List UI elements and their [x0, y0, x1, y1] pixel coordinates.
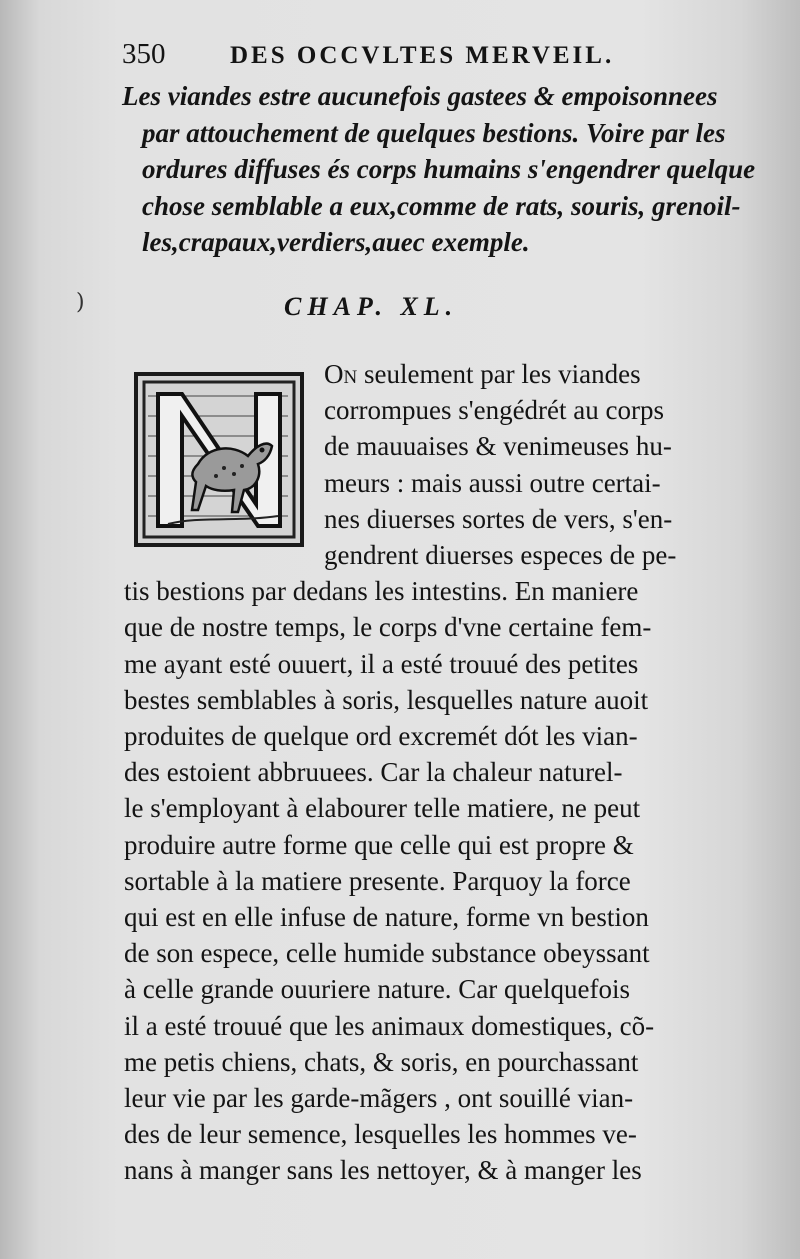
- text-line: que de nostre temps, le corps d'vne certaine fem-: [124, 612, 652, 643]
- text-line: nes diuerses sortes de vers, s'en-: [324, 503, 673, 534]
- summary-line: chose semblable a eux,comme de rats, souris, grenoil-: [142, 190, 741, 221]
- lead-word: On: [324, 359, 358, 389]
- chapter-body: [124, 356, 744, 1189]
- running-title: DES OCCVLTES MERVEIL.: [230, 42, 615, 69]
- text-line: bestes semblables à soris, lesquelles nature auoit: [124, 684, 649, 715]
- text-line: produites de quelque ord excremét dót les vian-: [124, 721, 638, 752]
- summary-line: Les viandes estre aucunefois gastees & empoisonnees: [122, 81, 718, 111]
- summary-line: les,crapaux,verdiers,auec exemple.: [142, 227, 530, 257]
- text-line: de mauuaises & venimeuses hu-: [324, 431, 672, 462]
- chapter-summary: [122, 78, 756, 261]
- page-number: 350: [122, 38, 166, 70]
- text-line: tis bestions par dedans les intestins. En maniere: [124, 576, 639, 607]
- text-line: gendrent diuerses especes de pe-: [324, 540, 677, 571]
- text-line: [124, 356, 744, 392]
- text-line: me ayant esté ouuert, il a esté trouué des petites: [124, 648, 639, 679]
- text-line: des de leur semence, lesquelles les hommes ve-: [124, 1119, 637, 1150]
- text-line: produire autre forme que celle qui est propre &: [124, 829, 634, 860]
- chapter-heading: CHAP. XL.: [284, 292, 459, 321]
- text-line: corrompues s'engédrét au corps: [324, 395, 664, 426]
- text-line: à celle grande ouuriere nature. Car quelquefois: [124, 974, 631, 1005]
- text-fragment: seulement par les viandes: [357, 359, 641, 389]
- page-header: [122, 38, 742, 78]
- text-line: de son espece, celle humide substance obeyssant: [124, 938, 650, 969]
- text-line: nans à manger sans les nettoyer, & à manger les: [124, 1155, 642, 1186]
- text-line: me petis chiens, chats, & soris, en pourchassant: [124, 1046, 639, 1077]
- summary-line: ordures diffuses és corps humains s'engendrer quelque: [142, 154, 756, 184]
- text-line: meurs : mais aussi outre certai-: [324, 467, 661, 498]
- summary-line: par attouchement de quelques bestions. Voire par les: [142, 117, 726, 148]
- text-line: le s'employant à elabourer telle matiere, ne peut: [124, 793, 641, 824]
- text-line: des estoient abbruuees. Car la chaleur naturel-: [124, 757, 623, 788]
- text-line: sortable à la matiere presente. Parquoy la force: [124, 865, 631, 896]
- margin-mark: ): [76, 290, 85, 315]
- text-line: qui est en elle infuse de nature, forme vn bestion: [124, 902, 649, 933]
- text-line: leur vie par les garde-mãgers , ont souillé vian-: [124, 1083, 634, 1114]
- text-line: il a esté trouué que les animaux domestiques, cõ-: [124, 1010, 655, 1041]
